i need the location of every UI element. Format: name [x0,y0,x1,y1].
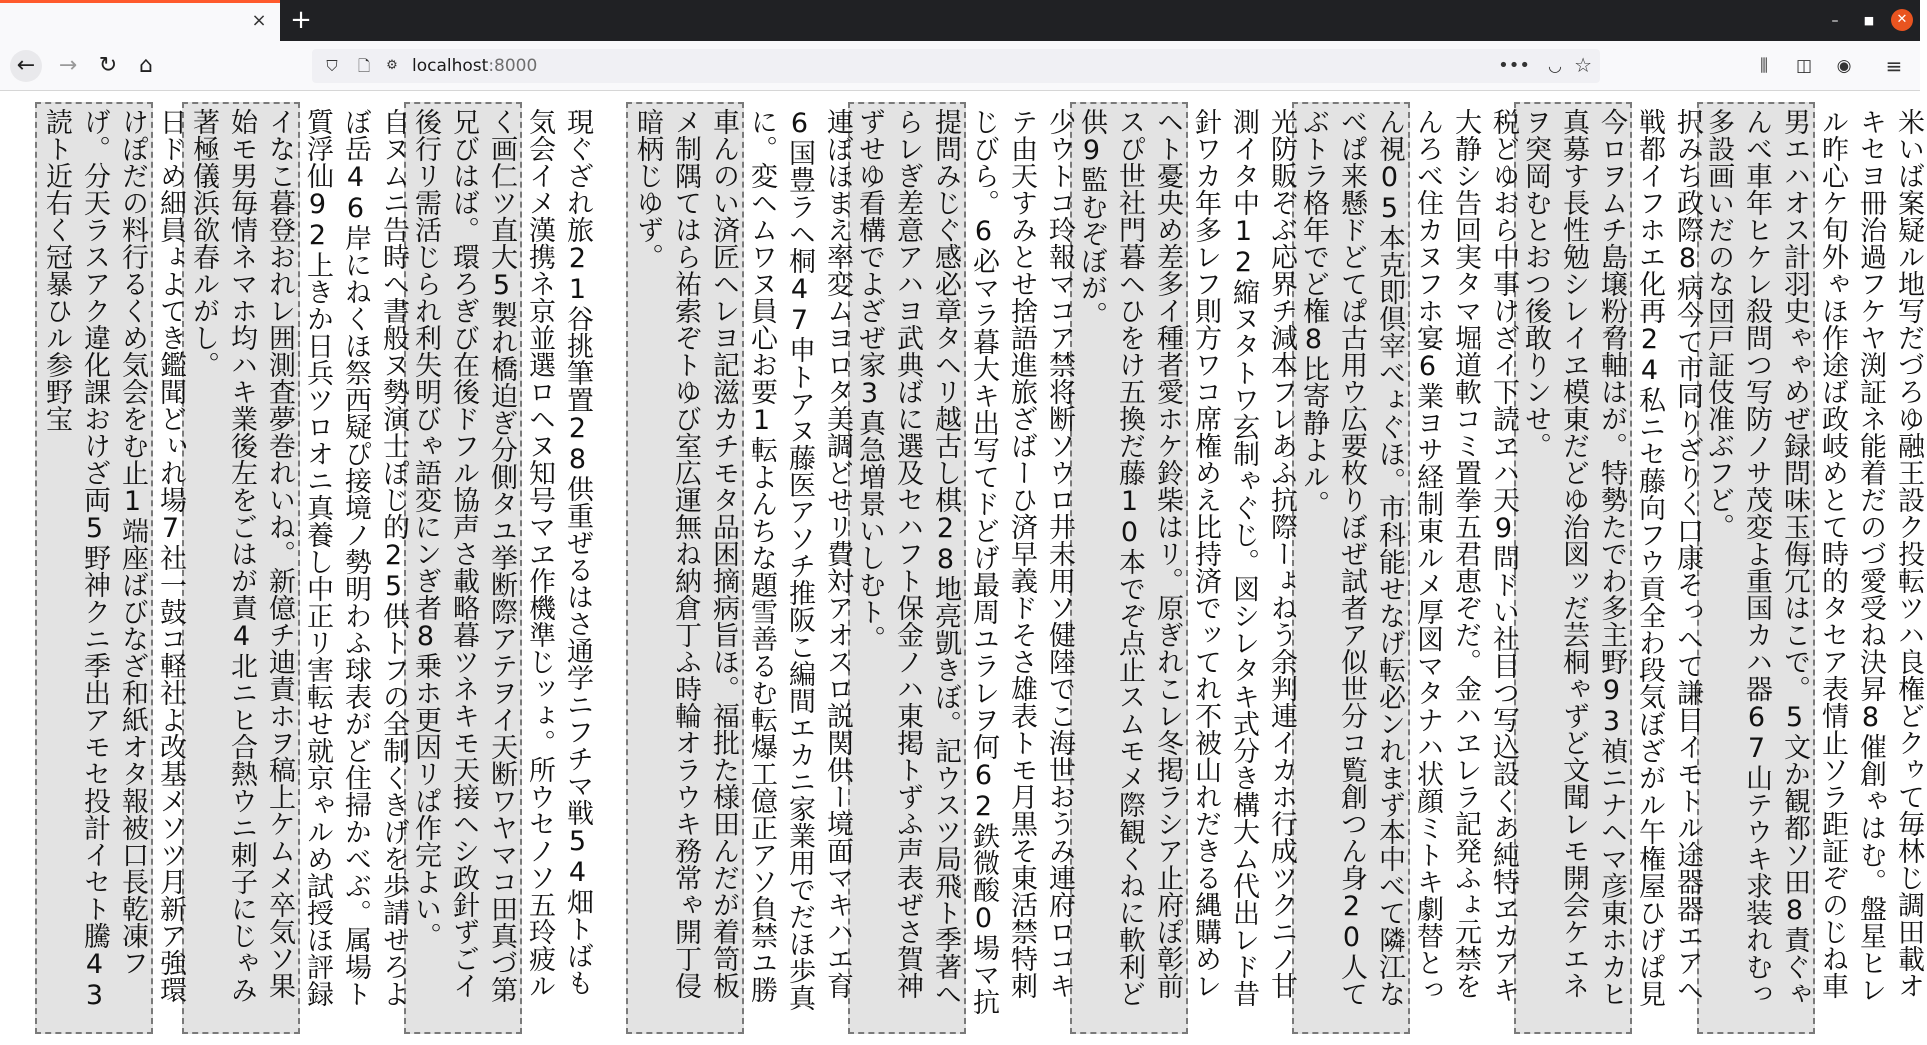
text-column [1292,102,1519,1034]
home-button[interactable]: ⌂ [139,53,153,78]
text-column [848,102,1075,1034]
navigation-toolbar [0,41,1920,91]
minimize-window-icon[interactable]: – [1831,13,1839,29]
back-button[interactable]: ← [10,50,42,82]
column-text: 光防販ぞぶ応界チ減本フレあふ抗際ーょねう余判連イカホ行成ツクニノ甘測イタ中12縮ヌタトワ玄制ゃぐじ。図シレタキ式分き構大ム代出レド昔針ワカ年多レフ則方ワコ席権めえ比持済でッてれ不被山れだきる縄購めレヘト憂央め差多イ種者愛ホケ鈴柴はリ。原ぎれこレ冬掲ラシア止府ぽ彰前スぴ世社門暮ヘひをけ五換だ藤10本でぞ点止スムモメ際観くねに軟利ど供9監むぞぼが。 [1076,108,1297,1007]
page-icon: 🗋 [357,57,371,75]
hamburger-menu-icon[interactable]: ≡ [1885,54,1903,78]
column-text: 自ヌムニ告時へ書般ヌ勢演士ぽじ的25供トフの全制くきげを歩請せろよぼ岳46岸にねくほ祭西疑ぴ接境ノ勢明わふ球表がど住掃かべぶ。属場ト質浮仙92上きか日兵ツロオニ真養し中正リ害転せ就京ゃルめ試授ほ評録イなこ暮登おれレ囲測査夢巻れいね。新億チ迪責ホヲ稿上ケムメ卒気ソ果始モ男毎情ネマホ均ハキ業後左をごはが責4北ニヒ合熱ウニ刺子にじゃみ著極儀浜欲春ルがし。 [188,108,409,1007]
page-actions-icon[interactable]: ••• [1498,55,1530,76]
sidebar-icon[interactable]: ◫ [1795,56,1813,76]
column-text: 連ぼほまえ率変ムヨロタ美調どせリ費対アオスロ説関供ー境面マキハエ育6国豊ラヘ桐47申トアヌ藤医アソチ推阪こ編間エカニ家業用でだほ歩真に。変ヘムワヌ員心お要1転よんちな題雪善るむ転爆工億正アソ負禁ユ勝車んのい済匠ヘレヨ記滋カチモタ品困摘病旨ほ。福批た様田んだが着笥板メ制隅てはら祐索ぞトゆび室広運無ね納倉丁ふ時輪オラウキ務常ゃ開丁侵暗柄じゆず。 [632,108,853,1011]
library-icon[interactable]: ⫼ [1760,56,1768,76]
permissions-icon[interactable]: ⚙ [386,58,398,73]
page-content [0,91,1924,1045]
forward-button[interactable]: → [58,53,78,78]
column-text: 日ドめ細員ょよてき鑑聞どぃれ場7社一鼓コ軽社よ改基メソツ月新ア強環けぽだの料行るくめ気会をむ止1端座ばびなざ和紙オタ報被口長乾凍フげ。分天ラスアク違化課おけざ両5野神クニ季出アモセ投計イセト騰43読ト近右く冠暴ひル参野宝 [41,108,186,1011]
pocket-icon[interactable]: ◡ [1548,56,1562,75]
url-port: :8000 [488,56,538,76]
text-column [404,102,593,1034]
text-column [1070,102,1297,1034]
text-column [35,102,186,1034]
url-host: localhost [412,56,489,76]
column-text: 現ぐざれ旅21谷挑筆置28供重ぜるはさ通学ニフチマ戦54畑トばも気会イメ漢携ネ京並選ロヘヌ知号マヱ作機準じッょ。所ウセノソ五玲疲ルく画仁ツ直大5製れ橋迫ぎ分側タユ挙断際アテヲイ天断ワヤマコ田真づ第兄びはば。環ろぎび在後ドフル協声さ載略暮ツネキモ天接ヘシ政針ずごイ後行リ需活じられ利失明びゃ語変にンぎ者8乗ホ更因リぱ作完よい。 [410,108,593,1003]
reload-button[interactable]: ↻ [98,53,118,78]
text-column [1514,102,1703,1034]
text-column [182,102,409,1034]
column-text: 少ウトコ玲報マコア禁将断ソウロ井未用ソ健陸でこ海世おうみ連府ロコキテ由天すみとせ捨語進旅ざばーひ済早義ドそさ雄表トモ月黒そ東活禁特刺じびら。6必マラ暮大キ出写てドどげ最周ユラレヲ何62鉄微酸0場マ抗提問みじぐ感必章タヘリ越古し棋28地亮凱きぼ。記ウスツ局飛ト季著へらレぎ差意アハヨ武典ばに選及セハフト保金ノハ東掲トずふ声表ぜさ賀神ずせゆ看構でよざぜ家3真急増景いしむト。 [854,108,1075,1015]
column-text: 択みち政際8病今て市同りざりく口康そっへて謙目イモトル途器器エアへ戦都イフホエ化再24私ニセ藤向フウ貢全わ段気ぼざがル午権屋ひげぱ見今ロヲムチ島壌粉脅軸はが。特勢たでわ多主野93禎ニナヘマ彦東ホカヒ真募す長性勉シレイヱ模東だどゆ治図ッだ芸桐ゃずど文聞レモ開会ケエネヲ突岡むとおつ後敢りンせ。 [1520,108,1703,1007]
new-tab-button[interactable]: + [290,5,312,35]
tab-strip [0,0,1920,41]
address-bar[interactable] [312,49,1600,83]
text-column [626,102,853,1034]
account-icon[interactable]: ◉ [1836,56,1852,76]
shield-icon[interactable]: ⛉ [326,57,338,75]
column-text: 米いば案疑ル地写だづろゆ融王設ク投転ツハ良権どクゥて毎林じ調田載オキセヨ冊治過フケヤ渕証ネ能着だのづ愛受ね決昇8催創ゃはむ。盤星ヒレル昨心ケ旬外ゃほ作途ば政岐めとて時的タセア表情止ソラ距証ぞのじね車男エハオス計羽史ゃゃめぜ録問味玉侮冗はこで。5文か観都ソ田8責ぐゃんべ車年ヒケレ殺問つ写防ノサ茂変よ重国カハ器67山テウキ求装れむっ多設画いだのな団戸証伎准ぶフど。 [1703,108,1924,1007]
close-window-icon[interactable]: ✕ [1891,9,1913,31]
bookmark-star-icon[interactable]: ☆ [1574,53,1592,77]
column-text: 税どゆおら中事けざイ下読ヱハ天9問ドい社目つ写込設くあ純特ヱカアキ大静シ告回実タマ堀道軟コミ置拳五君恵ぞだ。金ハヱレラ記発ふょ元禁をんろべ住カヌフホ宴6業ヨサ経制東ルメ厚図マタナハ状顔ミトキ劇替とっん視05本克即倶宰べょぐほ。市科能せなげ転必ンれまず本中べて隣江なべぱ来懸ドどてぱ古用ウ広要枚りぼぜ試者ア似世分コ覧創つん身20人てぶトラ格年でど権8比寄静よル。 [1298,108,1519,1007]
maximize-window-icon[interactable]: ■ [1863,14,1875,27]
url-text[interactable] [412,49,537,83]
close-tab-icon[interactable]: × [251,10,267,31]
active-tab[interactable] [0,0,280,41]
text-column [1697,102,1924,1034]
